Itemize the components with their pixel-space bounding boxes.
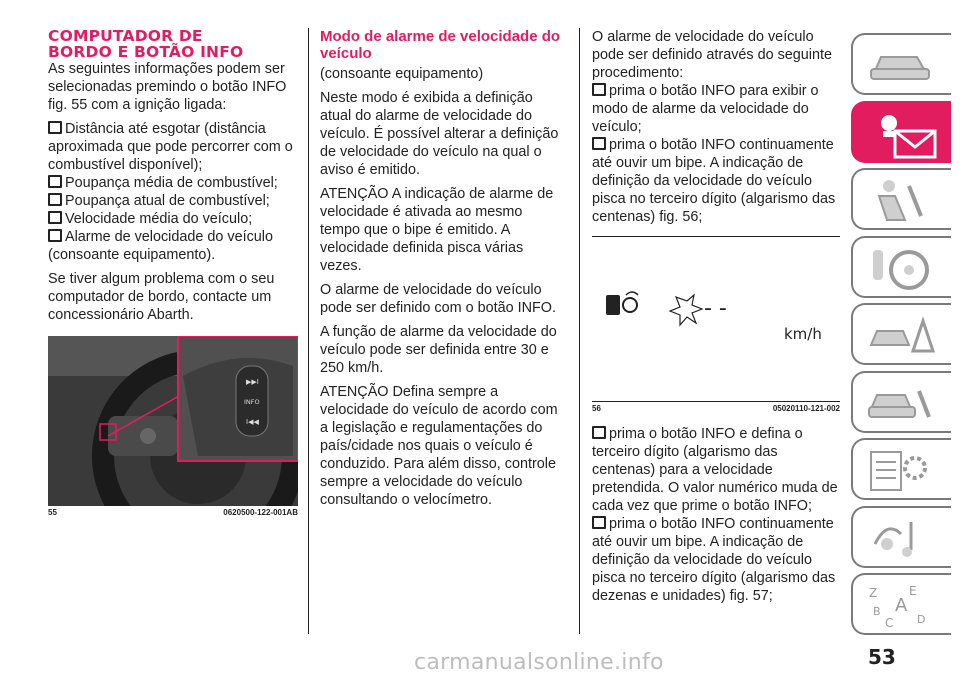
fig55-next-label: ▶▶I bbox=[246, 378, 259, 386]
figure-56-caption bbox=[592, 404, 840, 413]
checkbox-icon bbox=[592, 83, 606, 96]
heading-line-2: BORDO E BOTÃO INFO bbox=[48, 43, 244, 61]
heading-line-1: COMPUTADOR DE bbox=[48, 27, 203, 45]
fig55-info-label: INFO bbox=[244, 398, 260, 406]
tab-car-overview[interactable] bbox=[851, 33, 951, 95]
info-list bbox=[48, 120, 298, 264]
subsection-heading: Modo de alarme de velocidade do veículo bbox=[320, 28, 561, 62]
speed-unit: km/h bbox=[784, 325, 822, 343]
paragraph: (consoante equipamento) bbox=[320, 66, 484, 82]
paragraph: A função de alarme da velocidade do veículo pode ser definida entre 30 e 250 km/h. bbox=[320, 324, 557, 376]
steering-wheel-photo bbox=[48, 336, 298, 506]
column-divider bbox=[579, 28, 580, 634]
svg-text:A: A bbox=[895, 595, 908, 616]
car-icon bbox=[865, 41, 935, 87]
attention-paragraph: ATENÇÃO A indicação de alarme de velocidade é ativada ao mesmo tempo que o bipe é emitido. A velocidade definida pisca várias vezes. bbox=[320, 186, 554, 274]
svg-text:B: B bbox=[873, 605, 881, 618]
column-divider bbox=[308, 28, 309, 634]
speed-alarm-display bbox=[592, 237, 840, 401]
list-item-text: Alarme de velocidade do veículo (consoante equipamento). bbox=[48, 229, 273, 263]
checkbox-icon bbox=[48, 229, 62, 242]
list-item-text: Distância até esgotar (distância aproximada que pode percorrer com o combustível disponível); bbox=[48, 121, 293, 173]
intro-paragraph: O alarme de velocidade do veículo pode ser definido através do seguinte procedimento: bbox=[592, 29, 833, 81]
figure-56-speed-display bbox=[592, 236, 840, 402]
list-item-text: Velocidade média do veículo; bbox=[65, 211, 253, 227]
speed-dashes: - - bbox=[704, 296, 727, 321]
page-number: 53 bbox=[868, 645, 896, 669]
fig55-prev-label: I◀◀ bbox=[246, 418, 259, 426]
note-paragraph: Se tiver algum problema com o seu computador de bordo, contacte um concessionário Abarth. bbox=[48, 271, 275, 323]
paragraph: Neste modo é exibida a definição atual do alarme de velocidade do veículo. É possível alterar a definição de velocidade do veículo na qual o aviso é emitido. bbox=[320, 90, 559, 178]
list-item bbox=[48, 192, 298, 210]
speed-alarm-icon bbox=[606, 295, 620, 315]
attention-paragraph: ATENÇÃO Defina sempre a velocidade do veículo de acordo com a legislação e regulamentações do país/cidade nos quais o veículo é conduzido. Para além disso, controle sempre a velocidade do veículo consultando o velocímetro. bbox=[320, 384, 558, 508]
list-item bbox=[48, 174, 298, 192]
figure-code: 05020110-121-002 bbox=[772, 404, 840, 413]
intro-paragraph: As seguintes informações podem ser selecionadas premindo o botão INFO fig. 55 com a ignição ligada: bbox=[48, 61, 287, 113]
media-signal-icon bbox=[865, 514, 935, 564]
step-item bbox=[592, 515, 842, 605]
warning-lights-icon bbox=[865, 109, 945, 159]
checkbox-icon bbox=[592, 137, 606, 150]
checkbox-icon bbox=[48, 175, 62, 188]
settings-list-icon bbox=[865, 446, 935, 496]
figure-code: 0620500-122-001AB bbox=[223, 508, 298, 517]
checkbox-icon bbox=[48, 211, 62, 224]
tab-technical-data[interactable] bbox=[851, 438, 951, 500]
list-item-text: Poupança atual de combustível; bbox=[65, 193, 270, 209]
checkbox-icon bbox=[592, 426, 606, 439]
paragraph: O alarme de velocidade do veículo pode ser definido com o botão INFO. bbox=[320, 282, 556, 316]
tab-index[interactable] bbox=[851, 573, 951, 635]
tab-multimedia[interactable] bbox=[851, 506, 951, 568]
figure-55-steering-wheel bbox=[48, 336, 298, 506]
tab-starting-driving[interactable] bbox=[851, 236, 951, 298]
column-2 bbox=[320, 28, 566, 515]
steps-continued bbox=[592, 425, 842, 605]
watermark-text: carmanualsonline.info bbox=[414, 650, 664, 675]
car-crash-icon bbox=[865, 311, 935, 361]
checkbox-icon bbox=[592, 516, 606, 529]
car-service-icon bbox=[865, 379, 935, 429]
seat-airbag-icon bbox=[865, 176, 935, 226]
step-item bbox=[592, 82, 842, 136]
step-item bbox=[592, 425, 842, 515]
column-3 bbox=[592, 28, 842, 605]
list-item bbox=[48, 228, 298, 264]
step-text: prima o botão INFO continuamente até ouvir um bipe. A indicação de definição da velocidade do veículo pisca no terceiro dígito (algarismo das dezenas e unidades) fig. 57; bbox=[592, 516, 836, 604]
svg-text:C: C bbox=[885, 616, 894, 630]
step-text: prima o botão INFO para exibir o modo de alarme da velocidade do veículo; bbox=[592, 83, 819, 135]
alphabet-index-icon bbox=[865, 581, 935, 631]
tab-maintenance[interactable] bbox=[851, 371, 951, 433]
figure-55-caption bbox=[48, 508, 298, 517]
svg-text:Z: Z bbox=[869, 586, 878, 600]
section-heading bbox=[48, 28, 298, 60]
figure-number: 56 bbox=[592, 404, 601, 413]
key-steering-icon bbox=[865, 244, 935, 294]
step-item bbox=[592, 136, 842, 226]
figure-number: 55 bbox=[48, 508, 57, 517]
svg-text:E: E bbox=[909, 584, 917, 598]
tab-warning-lights[interactable] bbox=[851, 101, 951, 163]
list-item bbox=[48, 210, 298, 228]
tab-emergency[interactable] bbox=[851, 303, 951, 365]
checkbox-icon bbox=[48, 121, 62, 134]
checkbox-icon bbox=[48, 193, 62, 206]
step-text: prima o botão INFO e defina o terceiro dígito (algarismo das centenas) para a velocidade pretendida. O valor numérico muda de cada vez que prime o botão INFO; bbox=[592, 426, 838, 514]
chapter-tabs bbox=[851, 33, 956, 641]
list-item bbox=[48, 120, 298, 174]
column-1 bbox=[48, 28, 298, 517]
step-text: prima o botão INFO continuamente até ouvir um bipe. A indicação de definição da velocidade do veículo pisca no terceiro dígito (algarismo das centenas) fig. 56; bbox=[592, 137, 836, 225]
tab-safety[interactable] bbox=[851, 168, 951, 230]
list-item-text: Poupança média de combustível; bbox=[65, 175, 278, 191]
blink-star-icon bbox=[670, 295, 702, 325]
svg-text:D: D bbox=[917, 613, 926, 626]
